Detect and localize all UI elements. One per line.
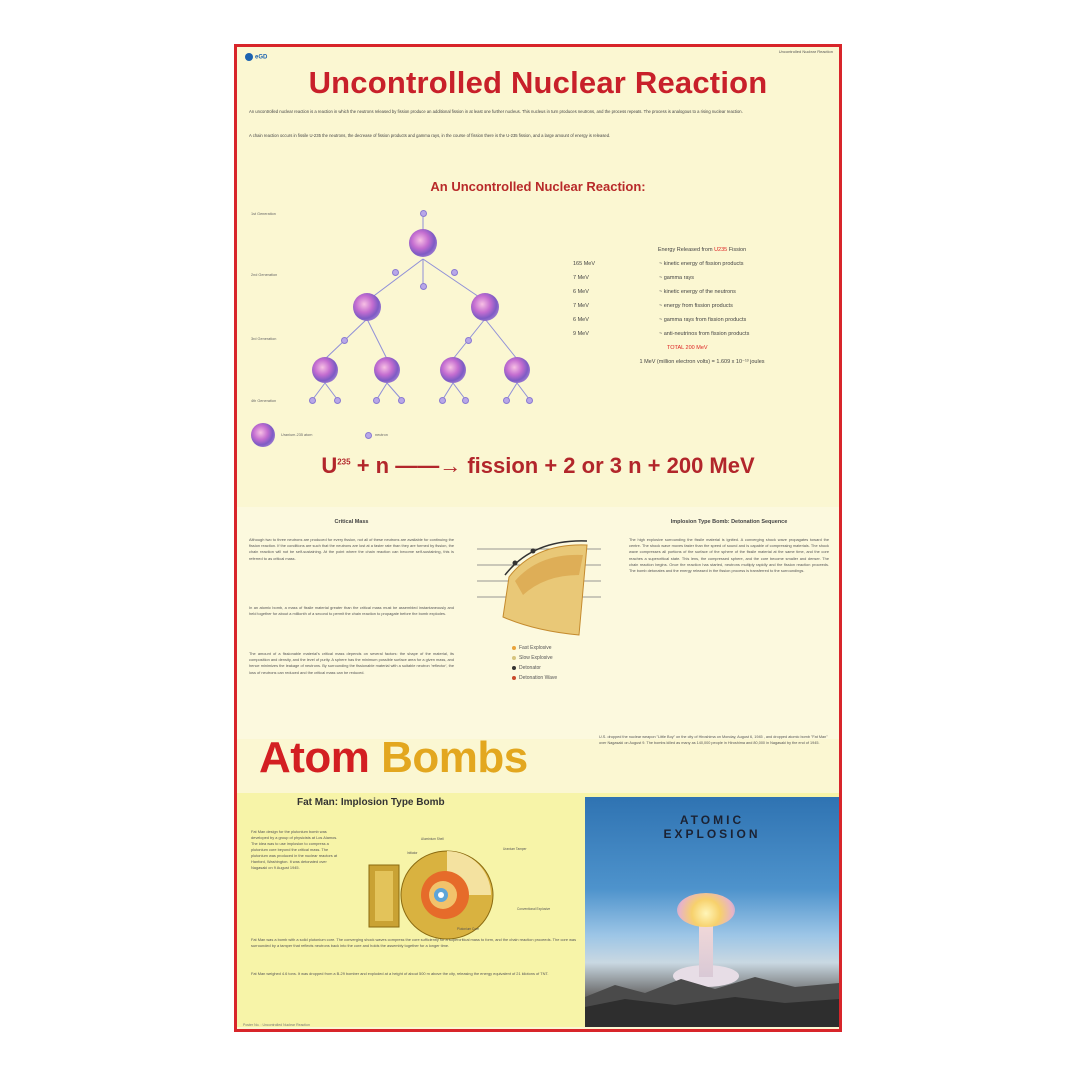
energy-row: 7 MeV ~ gamma rays (573, 275, 694, 281)
fat-man-title: Fat Man: Implosion Type Bomb (297, 797, 445, 808)
intro-paragraph-2: A chain reaction occurs in fissile U-235 the neutrons, the decrease of fission products and gamma rays, in the course of fission there is the U-235 fission, and a large amount of energy is released. (249, 133, 611, 138)
corner-label: Uncontrolled Nuclear Reaction (778, 49, 833, 54)
bullet-icon (512, 656, 516, 660)
detonation-legend (512, 643, 557, 683)
generation-label-1: 1st Generation (251, 212, 276, 216)
bomb-label: Plutonium Core (457, 927, 479, 931)
bullet-icon (512, 666, 516, 670)
mountains-illustration (585, 967, 839, 1027)
energy-heading: Energy Released from U235 Fission (657, 247, 747, 253)
detonation-sequence-text: The high explosive surrounding the fissile material is ignited. A converging shock wave propagates toward the centre. The shock wave moves faster than the speed of sound and is capable of compressing materials. The shock wave compresses all portions of the surface of the sphere of the fissile material at the same time, and the core reaches a supercritical state. This lens, the compressed sphere, and the core become smaller and denser. The chain reaction begins. Once the reaction has started, neutrons multiply rapidly and the fission reaction proceeds. The bomb detonates and the energy released in the fission process is transferred to the surroundings. (629, 537, 829, 574)
page-title: Uncontrolled Nuclear Reaction (308, 65, 768, 100)
energy-row: 9 MeV ~ anti-neutrinos from fission products (573, 331, 750, 337)
uranium-atom-icon (312, 357, 338, 383)
intro-paragraph-1: An uncontrolled nuclear reaction is a reaction in which the neutrons released by fission produce an additional fission in at least one further nucleus. This nucleus in turn produces neutrons, and the process repeats. The process is analogous to a rising nuclear reaction. (249, 109, 743, 114)
energy-row: 165 MeV ~ kinetic energy of fission products (573, 261, 744, 267)
uranium-atom-icon (374, 357, 400, 383)
energy-row: 6 MeV ~ kinetic energy of the neutrons (573, 289, 736, 295)
legend-item: Detonation Wave (512, 673, 557, 683)
critical-mass-paragraph: In an atomic bomb, a mass of fissile material greater than the critical mass must be assembled instantaneously and held together for about a millionth of a second to permit the chain reaction to propagate before the bomb explodes. (249, 605, 454, 617)
fat-man-side-text: Fat Man design for the plutonium bomb was developed by a group of physicists at Los Alamos. The idea was to use implosion to compress a plutonium core beyond the critical mass. The plutonium was produced in the nuclear reactors at Hanford, Washington. It was detonated over Nagasaki on 9 August 1945. (251, 829, 338, 870)
detonation-diagram (475, 535, 605, 643)
neutron-icon (526, 397, 533, 404)
neutron-icon (420, 210, 427, 217)
energy-row: 7 MeV ~ energy from fission products (573, 303, 733, 309)
energy-table (567, 247, 837, 369)
uranium-atom-icon (440, 357, 466, 383)
legend-item: Detonator (512, 663, 557, 673)
diagram-title: An Uncontrolled Nuclear Reaction: (430, 179, 646, 194)
neutron-icon (334, 397, 341, 404)
bomb-label: Aluminium Shell (421, 837, 444, 841)
legend-item: Fast Explosive (512, 643, 557, 653)
energy-row: 6 MeV ~ gamma rays from fission products (573, 317, 747, 323)
neutron-icon (373, 397, 380, 404)
neutron-icon (451, 269, 458, 276)
neutron-icon (462, 397, 469, 404)
energy-total: TOTAL 200 MeV (667, 345, 708, 351)
neutron-icon (309, 397, 316, 404)
legend-item: Slow Explosive (512, 653, 557, 663)
uranium-atom-icon (471, 293, 499, 321)
detonation-sequence-title: Implosion Type Bomb: Detonation Sequence (670, 519, 788, 525)
generation-label-2: 2nd Generation (251, 273, 278, 277)
publisher-logo: eGD (245, 53, 267, 61)
bullet-icon (512, 676, 516, 680)
neutron-icon (503, 397, 510, 404)
bomb-label: Uranium Tamper (503, 847, 527, 851)
bullet-icon (512, 646, 516, 650)
atomic-explosion-photo (585, 797, 839, 1027)
mushroom-cloud (677, 893, 735, 927)
fission-equation: $U^{235} + n$ ——→ fission + 2 or 3 n + 200 MeV (321, 453, 755, 478)
uranium-atom-icon (409, 229, 437, 257)
uranium-atom-icon (504, 357, 530, 383)
neutron-icon (420, 283, 427, 290)
uranium-atom-icon (353, 293, 381, 321)
footer-text: Poster No. : Uncontrolled Nuclear Reaction (243, 1023, 310, 1027)
neutron-icon (465, 337, 472, 344)
critical-mass-paragraph: The amount of a fissionable material's critical mass depends on several factors: the shape of the material, its composition and density, and the level of purity. A sphere has the minimum possible surface area for a given mass, and hence minimizes the leakage of neutrons. By surrounding the fissionable material with a suitable neutron 'reflector', the loss of neutrons can reduced and the critical mass can be reduced. (249, 651, 454, 675)
generation-label-3: 3rd Generation (251, 337, 277, 341)
photo-title: ATOMIC EXPLOSION (663, 813, 761, 841)
generation-label-4: 4th Generation (251, 399, 277, 403)
legend-atom-label: Uranium-235 atom (281, 433, 313, 437)
bomb-label: Initiator (407, 851, 418, 855)
fat-man-body-text: Fat Man was a bomb with a solid plutonium core. The converging shock waves compress the core sufficiently for a supercritical mass to form, and the chain reaction proceeds. The core was surrounded by a tamper that reflects neutrons back into the core and holds the assembly together for a longer time. (251, 937, 577, 948)
critical-mass-title: Critical Mass (334, 519, 369, 525)
fat-man-body-text-2: Fat Man weighed 4.6 tons. It was dropped from a B-29 bomber and exploded at a height of about 500 m above the city, releasing the energy equivalent of 21 kilotons of TNT. (251, 971, 549, 976)
energy-note: 1 MeV (million electron volts) = 1.609 x 10⁻¹³ joules (639, 359, 765, 365)
legend-uranium-atom-icon (251, 423, 275, 447)
bomb-label: Conventional Explosive (517, 907, 551, 911)
legend-neutron-label: neutron (375, 433, 388, 437)
neutron-icon (439, 397, 446, 404)
atom-bombs-title: Atom Bombs (259, 733, 528, 782)
neutron-icon (341, 337, 348, 344)
atom-bombs-text: U.S. dropped the nuclear weapon "Little Boy" on the city of Hiroshima on Monday, August 6, 1945 , and dropped atomic bomb "Fat Man" over Nagasaki on August 9. The bombs killed as many as 140,000 people in Hiroshima and 80,000 in Nagasaki by the end of 1945. (599, 735, 828, 745)
neutron-icon (398, 397, 405, 404)
critical-mass-paragraph: Although two to three neutrons are produced for every fission, not all of these neutrons are available for continuing the fission reaction. If the conditions are such that the neutrons are lost at a faster rate than they are formed by fission, the chain reaction will not be self-sustaining. At the point where the chain reaction can become self-sustaining, this is referred to as critical mass. (249, 537, 454, 561)
poster (234, 44, 842, 1032)
neutron-icon (392, 269, 399, 276)
legend-neutron-icon (365, 432, 372, 439)
